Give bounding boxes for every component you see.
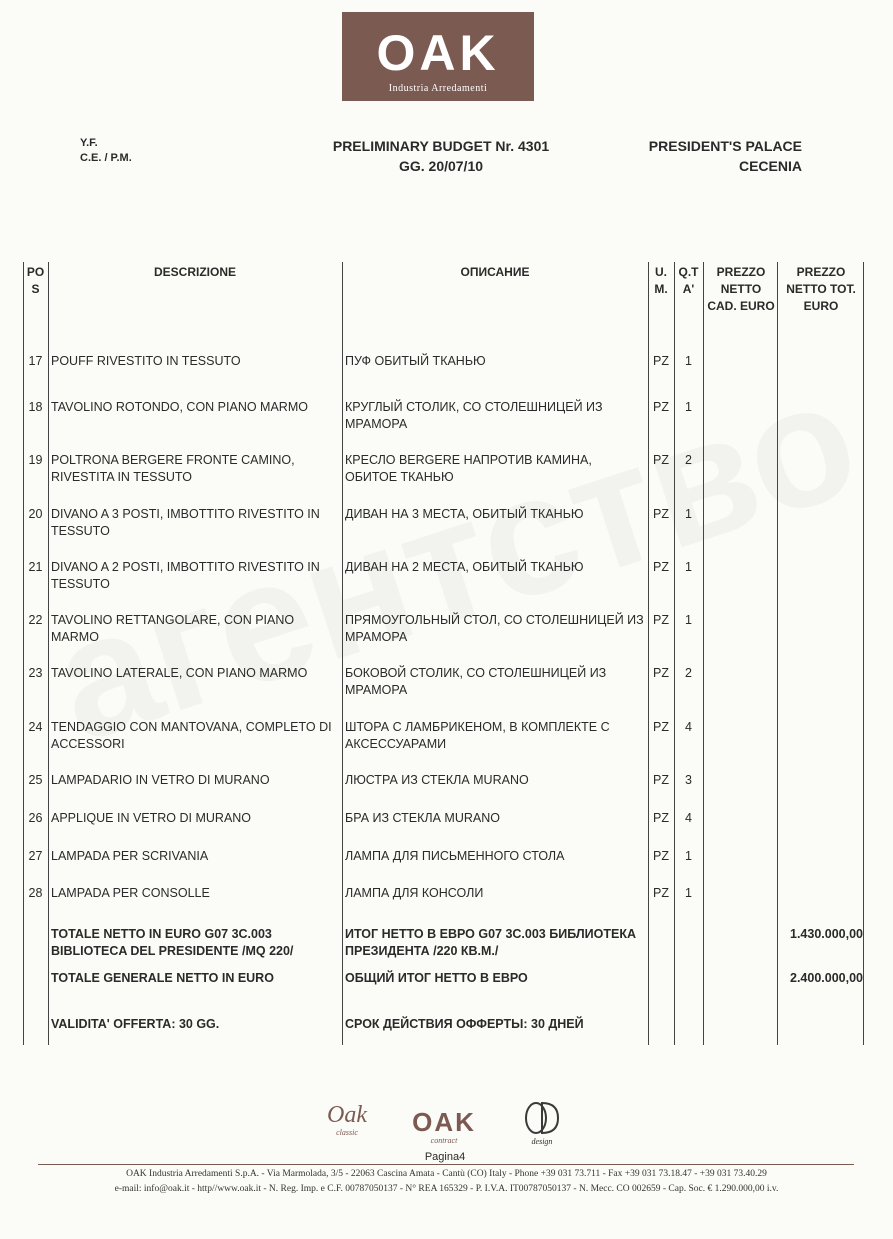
row-descrizione: POUFF RIVESTITO IN TESSUTO [51, 354, 241, 368]
row-pos: 17 [28, 354, 43, 368]
row-pos: 21 [28, 560, 43, 574]
total-general-ru: ОБЩИЙ ИТОГ НЕТТО В ЕВРО [345, 971, 528, 985]
project-location: CECENIA [738, 158, 802, 174]
row-um: PZ [653, 666, 669, 680]
page-label: Pagina4 [424, 1151, 466, 1163]
row-qta: 3 [685, 773, 692, 787]
row-descrizione: DIVANO A 3 POSTI, IMBOTTITO RIVESTITO IN TESSUTO [51, 507, 320, 538]
validity-it: VALIDITA' OFFERTA: 30 GG. [51, 1017, 220, 1031]
footer-registration: e-mail: info@oak.it - http//www.oak.it - N. Reg. Imp. e C.F. 00787050137 - N° REA 165329 - P. I.V.A. IT00787050137 - N. Mecc. CO 002659 - Cap. Soc. € 1.290.000,00 i.v. [114, 1184, 779, 1194]
row-qta: 2 [685, 453, 692, 467]
row-um: PZ [653, 811, 669, 825]
row-descrizione: TAVOLINO LATERALE, CON PIANO MARMO [51, 666, 308, 680]
row-qta: 4 [685, 720, 692, 734]
brand-classic [302, 1102, 392, 1137]
col-um: U. M. [654, 265, 668, 296]
row-um: PZ [653, 849, 669, 863]
row-opisanie: БРА ИЗ СТЕКЛА MURANO [345, 811, 500, 825]
row-descrizione: LAMPADA PER CONSOLLE [51, 886, 210, 900]
col-qta: Q.T A' [678, 265, 699, 296]
total-general-amount: 2.400.000,00 [790, 971, 863, 985]
row-um: PZ [653, 400, 669, 414]
row-um: PZ [653, 720, 669, 734]
row-um: PZ [653, 886, 669, 900]
validity-ru: СРОК ДЕЙСТВИЯ ОФФЕРТЫ: 30 ДНЕЙ [345, 1017, 584, 1031]
contract-label: contract [430, 1136, 458, 1145]
row-opisanie: ЛЮСТРА ИЗ СТЕКЛА MURANO [345, 773, 529, 787]
header-left [80, 136, 132, 166]
author-roles: C.E. / P.M. [80, 152, 132, 164]
row-opisanie: ПРЯМОУГОЛЬНЫЙ СТОЛ, СО СТОЛЕШНИЦЕЙ ИЗ МРАМОРА [345, 613, 644, 644]
row-qta: 1 [685, 507, 692, 521]
footer-divider [38, 1164, 854, 1165]
col-descrizione: DESCRIZIONE [153, 265, 236, 279]
row-qta: 1 [685, 613, 692, 627]
budget-date: GG. 20/07/10 [398, 158, 484, 174]
row-opisanie: БОКОВОЙ СТОЛИК, СО СТОЛЕШНИЦЕЙ ИЗ МРАМОРА [345, 666, 607, 697]
contract-mark: OAK [412, 1107, 476, 1137]
row-pos: 28 [28, 886, 43, 900]
row-opisanie: ПУФ ОБИТЫЙ ТКАНЬЮ [345, 354, 486, 368]
project-name: PRESIDENT'S PALACE [648, 138, 802, 154]
row-pos: 19 [28, 453, 43, 467]
col-prezzo-tot: PREZZO NETTO TOT. EURO [786, 265, 856, 313]
col-prezzo-cad: PREZZO NETTO CAD. EURO [707, 265, 775, 313]
row-descrizione: DIVANO A 2 POSTI, IMBOTTITO RIVESTITO IN TESSUTO [51, 560, 320, 591]
header-right [600, 136, 802, 176]
row-descrizione: LAMPADARIO IN VETRO DI MURANO [51, 773, 270, 787]
row-pos: 23 [28, 666, 43, 680]
row-um: PZ [653, 507, 669, 521]
row-pos: 18 [28, 400, 43, 414]
row-um: PZ [653, 354, 669, 368]
row-um: PZ [653, 453, 669, 467]
row-opisanie: ЛАМПА ДЛЯ ПИСЬМЕННОГО СТОЛА [345, 849, 565, 863]
total-library-ru: ИТОГ НЕТТО В ЕВРО G07 3C.003 БИБЛИОТЕКА ПРЕЗИДЕНТА /220 КВ.М./ [345, 927, 636, 958]
row-pos: 27 [28, 849, 43, 863]
row-opisanie: ДИВАН НА 2 МЕСТА, ОБИТЫЙ ТКАНЬЮ [345, 560, 584, 574]
row-descrizione: POLTRONA BERGERE FRONTE CAMINO, RIVESTITA IN TESSUTO [51, 453, 295, 484]
row-um: PZ [653, 613, 669, 627]
footer [20, 1167, 873, 1197]
row-descrizione: APPLIQUE IN VETRO DI MURANO [51, 811, 252, 825]
design-mark-icon [522, 1100, 562, 1136]
row-um: PZ [653, 560, 669, 574]
oak-logo [342, 12, 534, 101]
design-label: design [531, 1137, 553, 1146]
row-opisanie: ЛАМПА ДЛЯ КОНСОЛИ [345, 886, 484, 900]
header-center [300, 136, 582, 176]
total-general-it: TOTALE GENERALE NETTO IN EURO [51, 971, 274, 985]
row-qta: 1 [685, 849, 692, 863]
row-opisanie: КРУГЛЫЙ СТОЛИК, СО СТОЛЕШНИЦЕЙ ИЗ МРАМОРА [345, 400, 603, 431]
author-initials: Y.F. [80, 137, 98, 149]
total-library-amount: 1.430.000,00 [790, 927, 863, 941]
row-pos: 24 [28, 720, 43, 734]
row-opisanie: ШТОРА С ЛАМБРИКЕНОМ, В КОМПЛЕКТЕ С АКСЕССУАРАМИ [345, 720, 610, 751]
row-pos: 22 [28, 613, 43, 627]
classic-mark: Oak [327, 1102, 367, 1128]
row-opisanie: КРЕСЛО BERGERE НАПРОТИВ КАМИНА, ОБИТОЕ ТКАНЬЮ [345, 453, 592, 484]
logo-title: OAK [376, 25, 500, 81]
row-opisanie: ДИВАН НА 3 МЕСТА, ОБИТЫЙ ТКАНЬЮ [345, 507, 584, 521]
row-descrizione: TENDAGGIO CON MANTOVANA, COMPLETO DI ACCESSORI [51, 720, 332, 751]
logo-subtitle: Industria Arredamenti [388, 83, 488, 94]
row-pos: 25 [28, 773, 43, 787]
row-pos: 20 [28, 507, 43, 521]
row-descrizione: LAMPADA PER SCRIVANIA [51, 849, 209, 863]
row-descrizione: TAVOLINO RETTANGOLARE, CON PIANO MARMO [51, 613, 295, 644]
budget-number: PRELIMINARY BUDGET Nr. 4301 [332, 138, 550, 154]
col-opisanie: ОПИСАНИЕ [460, 265, 530, 279]
row-qta: 1 [685, 400, 692, 414]
row-um: PZ [653, 773, 669, 787]
row-qta: 2 [685, 666, 692, 680]
total-library-it: TOTALE NETTO IN EURO G07 3C.003 BIBLIOTECA DEL PRESIDENTE /MQ 220/ [51, 927, 294, 958]
row-qta: 1 [685, 886, 692, 900]
classic-label: classic [336, 1128, 358, 1137]
col-pos: PO S [26, 265, 45, 296]
row-qta: 1 [685, 560, 692, 574]
row-descrizione: TAVOLINO ROTONDO, CON PIANO MARMO [51, 400, 308, 414]
row-pos: 26 [28, 811, 43, 825]
brand-contract [402, 1108, 486, 1145]
row-qta: 1 [685, 354, 692, 368]
row-qta: 4 [685, 811, 692, 825]
brand-design [512, 1100, 572, 1146]
footer-address: OAK Industria Arredamenti S.p.A. - Via Marmolada, 3/5 - 22063 Cascina Amata - Cantù (CO) Italy - Phone +39 031 73.711 - Fax +39 031 73.18.47 - +39 031 73.40.29 [126, 1169, 767, 1179]
